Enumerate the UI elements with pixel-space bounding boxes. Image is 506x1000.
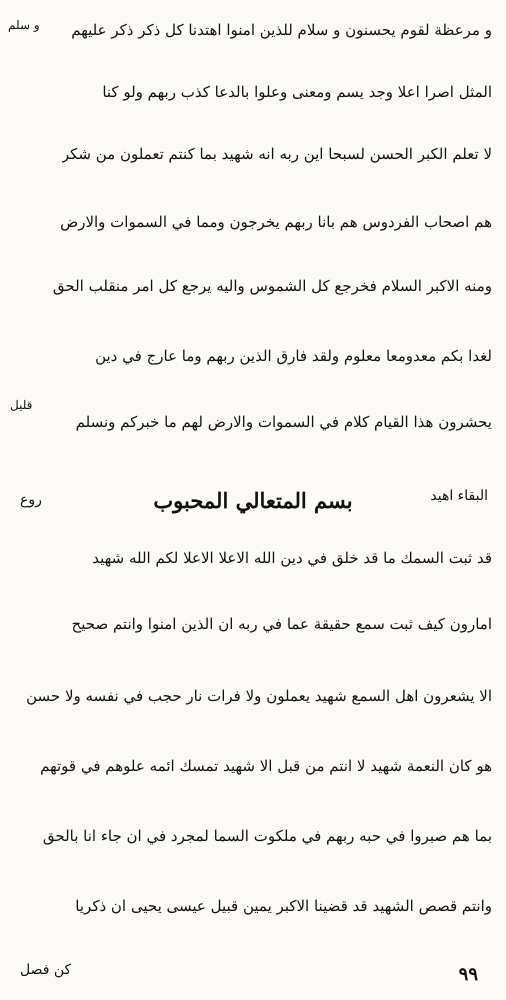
catchword: كن فصل: [20, 962, 72, 978]
text-line-11: هو كان النعمة شهيد لا انتم من قبل الا شهيد تمسك ائمه علوهم في قوتهم: [40, 757, 492, 775]
text-line-13: وانتم قصص الشهيد قد قضينا الاكبر يمين قبيل عيسى يحيى ان ذكريا: [75, 897, 492, 915]
side-note-left: روع: [20, 492, 42, 508]
text-line-10: الا يشعرون اهل السمع شهيد يعملون ولا فرات نار حجب في نفسه ولا حسن: [26, 687, 492, 705]
text-line-5: ومنه الاكبر السلام فخرجع كل الشموس واليه يرجع كل امر منقلب الحق: [52, 277, 492, 295]
side-note-right: البقاء اهيد: [430, 488, 488, 504]
text-line-4: هم اصحاب الفردوس هم بانا ربهم يخرجون ومما في السموات والارض: [60, 213, 492, 231]
text-line-1: و مرعظة لقوم يحسنون و سلام للذين امنوا اهتدنا كل ذكر ذكر عليهم: [71, 21, 492, 39]
text-line-7: يحشرون هذا القيام كلام في السموات والارض لهم ما خبركم ونسلم: [75, 413, 492, 431]
text-line-6: لغدا بكم معدومعا معلوم ولقد فارق الذين ربهم وما عارج في دين: [95, 347, 492, 365]
text-line-9: امارون كيف ثبت سمع حقيقة عما في ربه ان الذين امنوا وانتم صحيح: [71, 615, 492, 633]
text-line-2: المثل اصرا اعلا وجد يسم ومعنى وعلوا بالدعا كذب ربهم ولو كنا: [102, 83, 492, 101]
margin-note-top: و سلم: [8, 18, 40, 32]
margin-note-line7: قليل: [10, 398, 33, 412]
text-line-12: بما هم صبروا في حبه ربهم في ملكوت السما لمجرد في ان جاء انا بالحق: [42, 827, 492, 845]
text-line-8: قد ثبت السمك ما قد خلق في دين الله الاعلا الاعلا لكم الله شهيد: [92, 549, 492, 567]
page-number: ٩٩: [458, 964, 478, 985]
text-line-3: لا تعلم الكبر الحسن لسبحا اين ربه انه شهيد بما كنتم تعملون من شكر: [61, 145, 492, 163]
section-heading: بسم المتعالي المحبوب: [153, 488, 353, 513]
